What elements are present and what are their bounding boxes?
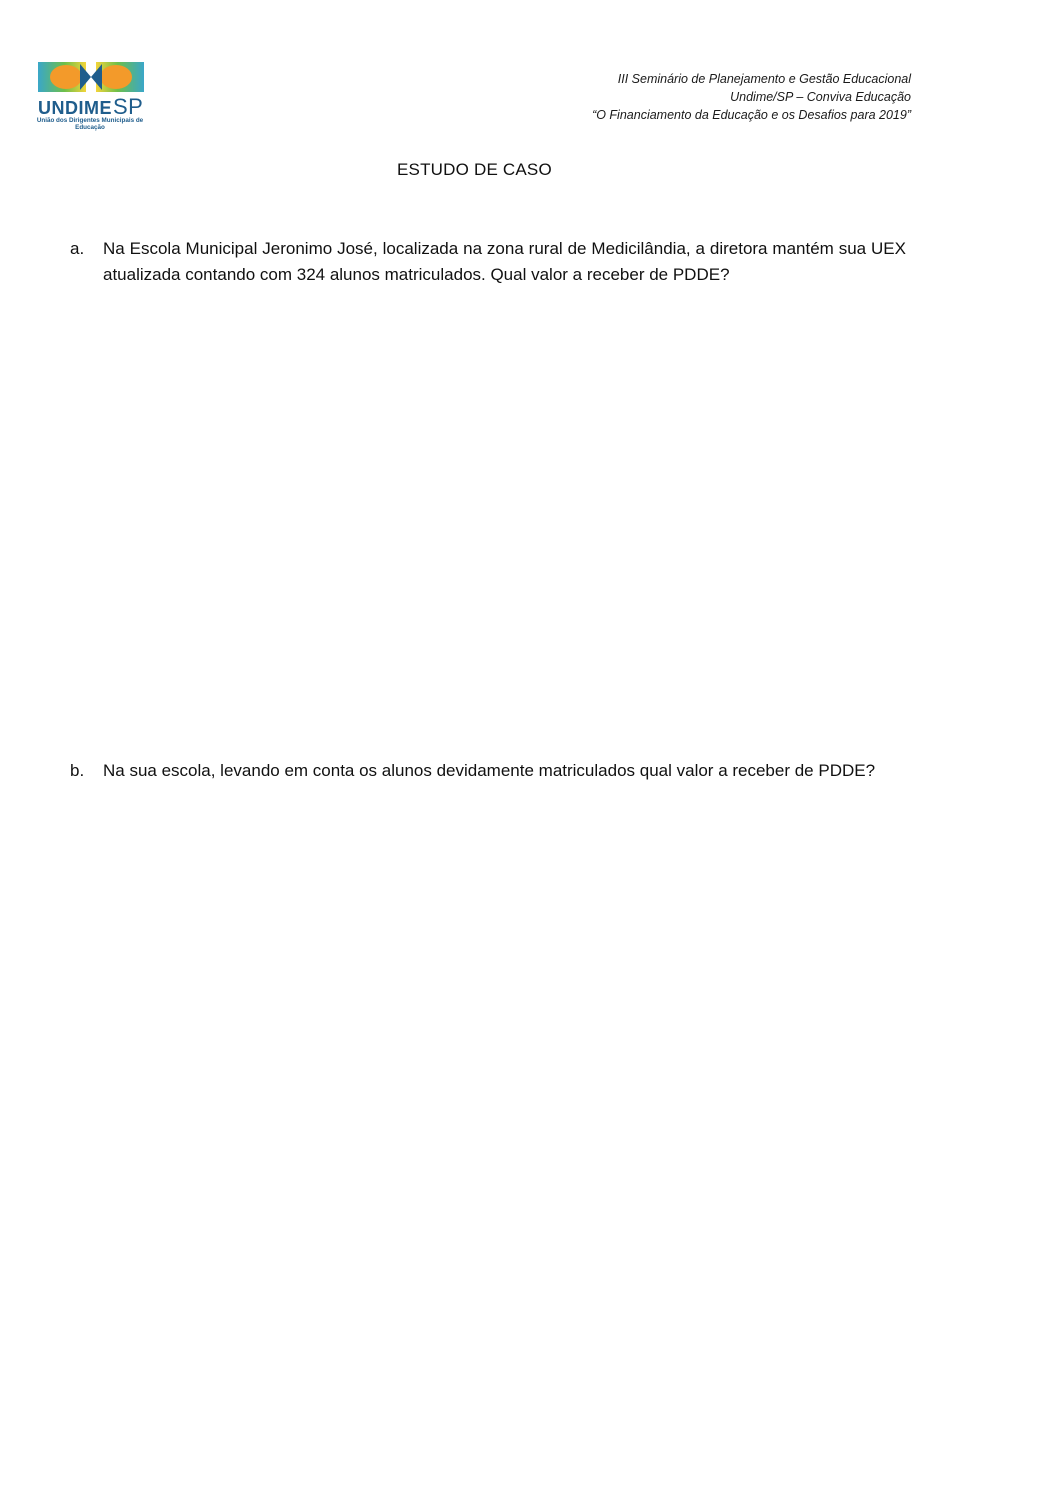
header-line-1: III Seminário de Planejamento e Gestão Educacional	[617, 72, 911, 86]
logo-emblem-icon	[36, 60, 146, 96]
header-line-3: “O Financiamento da Educação e os Desafios para 2019”	[592, 108, 911, 122]
document-title: ESTUDO DE CASO	[397, 160, 552, 179]
question-text: Na sua escola, levando em conta os alunos devidamente matriculados qual valor a receber de PDDE?	[103, 761, 876, 780]
question-marker: b.	[70, 761, 85, 780]
logo-name-text: UNDIME	[38, 98, 112, 118]
document-header	[592, 70, 911, 124]
logo-suffix-text: SP	[113, 94, 144, 119]
logo-tagline: União dos Dirigentes Municipais de Educação	[36, 117, 144, 131]
header-line-2: Undime/SP – Conviva Educação	[730, 90, 911, 104]
question-item	[70, 236, 906, 288]
question-marker: a.	[70, 239, 85, 258]
undime-sp-logo	[36, 60, 146, 132]
question-text: Na Escola Municipal Jeronimo José, localizada na zona rural de Medicilândia, a diretora mantém sua UEX atualizada contando com 324 alunos matriculados. Qual valor a receber de PDDE?	[103, 239, 906, 284]
question-item	[70, 758, 906, 784]
